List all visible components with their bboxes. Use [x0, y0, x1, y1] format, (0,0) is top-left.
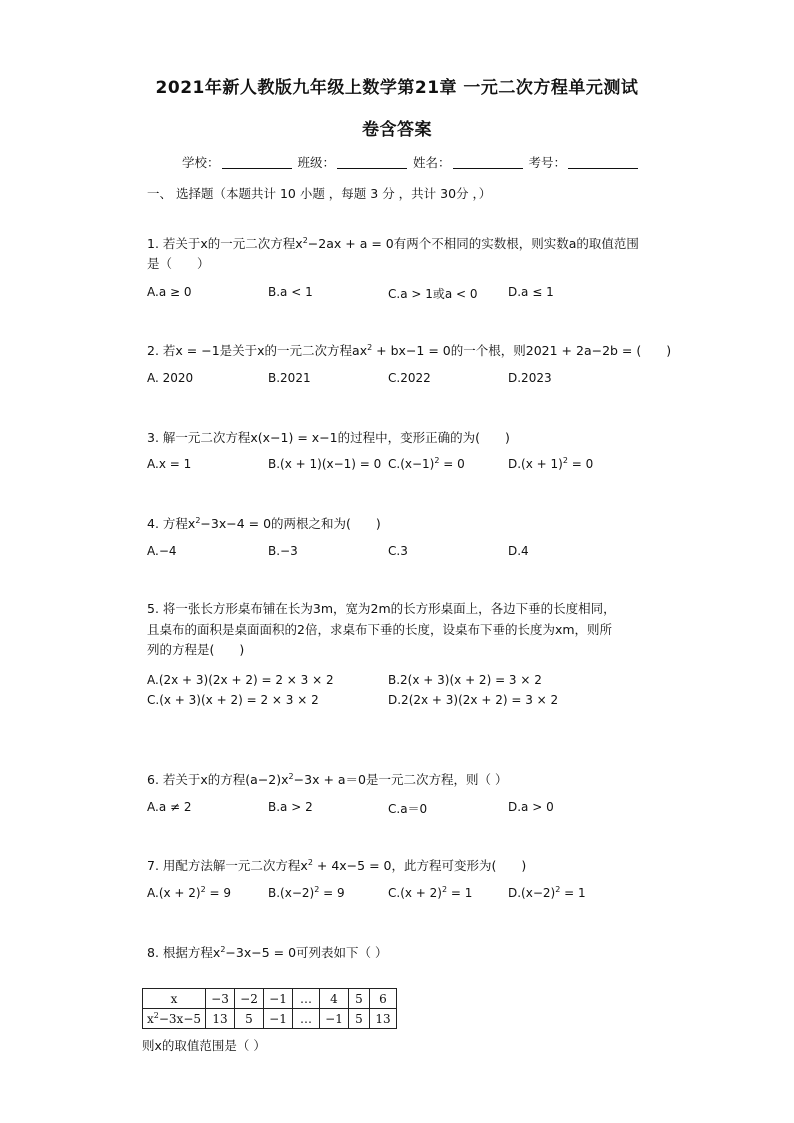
table-cell: −1: [264, 1009, 293, 1029]
q3-option-b[interactable]: B.(x + 1)(x−1) = 0: [268, 457, 382, 471]
q7-option-d[interactable]: [508, 886, 586, 900]
student-info-row: [182, 153, 640, 171]
exam-no-label: 考号：: [528, 155, 567, 170]
q3-c-text-b: = 0: [439, 457, 465, 471]
q8-text-b: −3x−5 = 0可列表如下（ ）: [225, 945, 388, 960]
table-head-y-b: −3x−5: [158, 1011, 202, 1026]
q7-b-sup: 2: [314, 885, 320, 894]
q4-option-c[interactable]: C.3: [388, 544, 408, 558]
q4-sup: 2: [195, 516, 201, 525]
q3-option-a[interactable]: A.x = 1: [147, 457, 192, 471]
table-head-x: x: [143, 989, 206, 1009]
q6-sup: 2: [288, 772, 294, 781]
q7-a-sup: 2: [200, 885, 206, 894]
table-row: [143, 989, 397, 1009]
q1-option-d[interactable]: D.a ≤ 1: [508, 285, 554, 299]
q3-c-text-a: C.(x−1): [388, 457, 435, 471]
table-head-y-a: x: [146, 1011, 154, 1026]
question-4-stem: [147, 514, 381, 532]
q5-option-d[interactable]: D.2(2x + 3)(2x + 2) = 3 × 2: [388, 693, 559, 707]
q2-sup: 2: [367, 343, 373, 352]
table-cell: 5: [349, 989, 370, 1009]
table-cell: …: [293, 989, 320, 1009]
q1-text-b: −2ax + a = 0有两个不相同的实数根，则实数a的取值范围: [307, 236, 639, 251]
q8-text-a: 8. 根据方程x: [147, 945, 221, 960]
doc-title-line2: 卷含答案: [362, 120, 432, 140]
q7-b-text-a: B.(x−2): [268, 886, 315, 900]
q5-option-a[interactable]: A.(2x + 3)(2x + 2) = 2 × 3 × 2: [147, 673, 334, 687]
table-cell: −1: [320, 1009, 349, 1029]
q7-d-text-b: = 1: [560, 886, 586, 900]
school-blank[interactable]: [222, 155, 292, 169]
q1-text-a: 1. 若关于x的一元二次方程x: [147, 236, 303, 251]
q7-text-a: 7. 用配方法解一元二次方程x: [147, 858, 308, 873]
q6-text-b: −3x + a＝0是一元二次方程，则（ ）: [293, 772, 508, 787]
section-heading: 一、 选择题（本题共计 10 小题 ，每题 3 分 ，共计 30分 ，）: [147, 186, 492, 201]
q4-text-b: −3x−4 = 0的两根之和为( ): [200, 516, 381, 531]
q7-option-c[interactable]: [388, 886, 472, 900]
q7-c-text-a: C.(x + 2): [388, 886, 442, 900]
table-cell: 4: [320, 989, 349, 1009]
q4-option-a[interactable]: A.−4: [147, 544, 177, 558]
q6-option-d[interactable]: D.a > 0: [508, 800, 554, 814]
q7-sup: 2: [307, 858, 313, 867]
table-head-y: [143, 1009, 206, 1029]
q7-option-a[interactable]: [147, 886, 231, 900]
exam-no-blank[interactable]: [568, 155, 638, 169]
q3-option-c[interactable]: [388, 457, 465, 471]
q8-value-table: [142, 988, 397, 1029]
q6-option-c[interactable]: C.a＝0: [388, 802, 428, 816]
table-cell: −1: [264, 989, 293, 1009]
q5-option-c[interactable]: C.(x + 3)(x + 2) = 2 × 3 × 2: [147, 693, 319, 707]
q4-option-b[interactable]: B.−3: [268, 544, 298, 558]
q1-option-a[interactable]: A.a ≥ 0: [147, 285, 192, 299]
table-cell: 6: [370, 989, 397, 1009]
q2-option-b[interactable]: B.2021: [268, 371, 311, 385]
question-2-stem: [147, 341, 671, 359]
table-head-y-sup: 2: [153, 1010, 159, 1020]
question-5-stem-line2: 且桌布的面积是桌面面积的2倍，求桌布下垂的长度，设桌布下垂的长度为xm，则所: [147, 622, 613, 637]
q7-d-sup: 2: [555, 885, 561, 894]
q3-d-sup: 2: [562, 456, 568, 465]
class-blank[interactable]: [337, 155, 407, 169]
q3-d-text-b: = 0: [567, 457, 594, 471]
q4-option-d[interactable]: D.4: [508, 544, 529, 558]
table-cell: −3: [206, 989, 235, 1009]
q2-option-a[interactable]: A. 2020: [147, 371, 194, 385]
table-cell: −2: [235, 989, 264, 1009]
question-7-stem: [147, 856, 526, 874]
table-row: [143, 1009, 397, 1029]
q7-a-text-a: A.(x + 2): [147, 886, 201, 900]
q2-option-c[interactable]: C.2022: [388, 371, 431, 385]
table-cell: 5: [349, 1009, 370, 1029]
name-label: 姓名：: [413, 155, 451, 170]
q2-option-d[interactable]: D.2023: [508, 371, 552, 385]
q7-c-sup: 2: [441, 885, 448, 894]
q8-sup: 2: [220, 945, 226, 954]
q1-option-c[interactable]: C.a > 1或a < 0: [388, 287, 478, 301]
school-label: 学校：: [182, 155, 220, 170]
question-1-stem-line2: 是（ ）: [147, 256, 210, 271]
q6-option-a[interactable]: A.a ≠ 2: [147, 800, 192, 814]
table-cell: 13: [206, 1009, 235, 1029]
q5-option-b[interactable]: B.2(x + 3)(x + 2) = 3 × 2: [388, 673, 542, 687]
question-3-stem: 3. 解一元二次方程x(x−1) = x−1的过程中，变形正确的为( ): [147, 430, 510, 445]
question-8-followup: 则x的取值范围是（ ）: [142, 1038, 266, 1053]
name-blank[interactable]: [453, 155, 523, 169]
table-cell: 5: [235, 1009, 264, 1029]
doc-title-line1: 2021年新人教版九年级上数学第21章 一元二次方程单元测试: [155, 78, 639, 98]
q4-text-a: 4. 方程x: [147, 516, 196, 531]
q2-text-a: 2. 若x = −1是关于x的一元二次方程ax: [147, 343, 368, 358]
q7-b-text-b: = 9: [319, 886, 345, 900]
q6-option-b[interactable]: B.a > 2: [268, 800, 313, 814]
q6-text-a: 6. 若关于x的方程(a−2)x: [147, 772, 289, 787]
q7-d-text-a: D.(x−2): [508, 886, 556, 900]
question-1-stem: [147, 234, 639, 252]
question-6-stem: [147, 770, 507, 788]
q7-c-text-b: = 1: [447, 886, 473, 900]
q3-option-d[interactable]: [508, 457, 593, 471]
table-cell: …: [293, 1009, 320, 1029]
question-5-stem-line3: 列的方程是( ): [147, 642, 245, 657]
q3-d-text-a: D.(x + 1): [508, 457, 563, 471]
q1-option-b[interactable]: B.a < 1: [268, 285, 313, 299]
q1-sup: 2: [302, 236, 308, 245]
q7-text-b: + 4x−5 = 0，此方程可变形为( ): [312, 858, 527, 873]
q7-a-text-b: = 9: [205, 886, 232, 900]
question-8-stem: [147, 943, 388, 961]
question-5-stem-line1: 5. 将一张长方形桌布铺在长为3m，宽为2m的长方形桌面上，各边下垂的长度相同，: [147, 601, 616, 616]
q7-option-b[interactable]: [268, 886, 345, 900]
table-cell: 13: [370, 1009, 397, 1029]
q2-text-b: + bx−1 = 0的一个根，则2021 + 2a−2b = ( ): [372, 343, 672, 358]
class-label: 班级：: [297, 155, 336, 170]
q3-c-sup: 2: [434, 456, 440, 465]
